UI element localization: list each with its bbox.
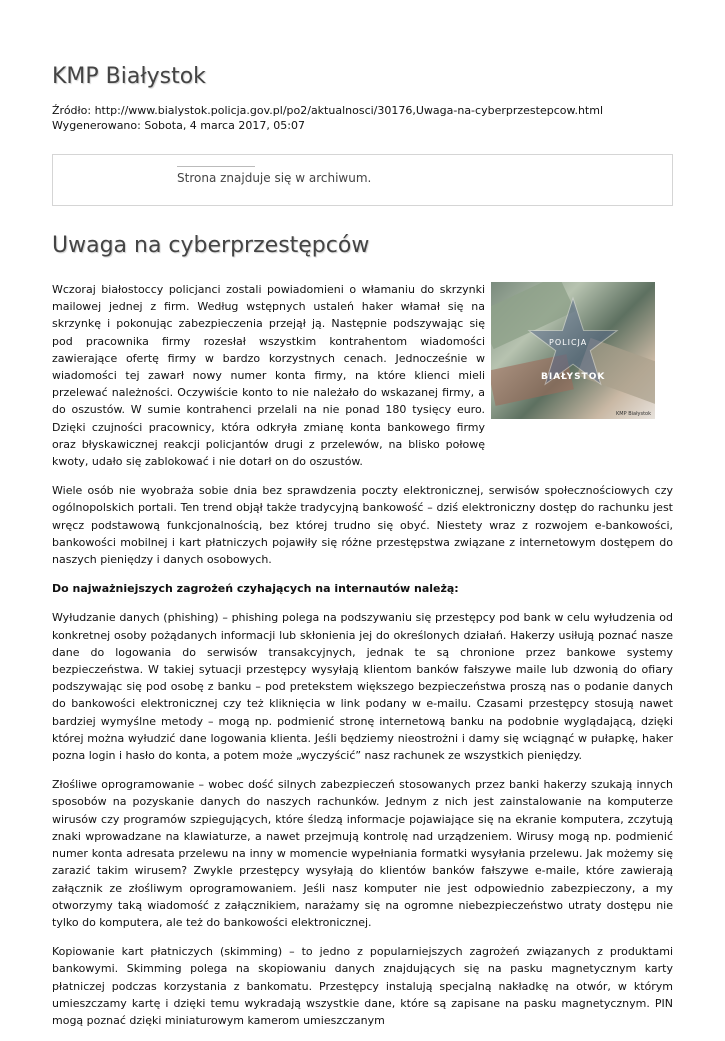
photo-label-top: POLICJA (549, 338, 588, 347)
article-title: Uwaga na cyberprzestępców (52, 233, 370, 258)
source-line: Źródło: http://www.bialystok.policja.gov.pl/po2/aktualnosci/30176,Uwaga-na-cyberprzestepcow.html (52, 104, 604, 117)
photo-label-bottom: BIAŁYSTOK (541, 372, 606, 382)
article-body (52, 281, 673, 1041)
photo-credit: KMP Białystok (616, 411, 651, 417)
section-heading: Do najważniejszych zagrożeń czyhających na internautów należą: (52, 582, 459, 596)
divider (177, 166, 255, 167)
generated-line: Wygenerowano: Sobota, 4 marca 2017, 05:07 (52, 119, 306, 132)
site-title: KMP Białystok (52, 64, 206, 89)
paragraph: Wiele osób nie wyobraża sobie dnia bez sprawdzenia poczty elektronicznej, serwisów społecznościowych czy ogólnopolskich portali. Ten trend objął także tradycyjną bankowość – dziś elektroniczny dostęp do rachunku jest wręcz podstawową funkcjonalnością, bez której trudno się obyć. Niestety wraz z rozwojem e-bankowości, bankowości mobilnej i kart płatniczych pojawiły się różne przestępstwa związane z internetowym dostępem do naszych pieniędzy i danych osobowych. (52, 484, 673, 567)
archive-notice: Strona znajduje się w archiwum. (177, 171, 372, 185)
paragraph: Złośliwe oprogramowanie – wobec dość silnych zabezpieczeń stosowanych przez banki hakerzy szukają innych sposobów na pozyskanie danych do naszych rachunków. Jednym z nich jest zainstalowanie na komputerze wirusów czy programów szpiegujących, które śledzą informacje pojawiające się na ekranie komputera, zczytują znaki wprowadzane na klawiaturze, a nawet przejmują kontrolę nad urządzeniem. Wirusy mogą np. podmienić numer konta adresata przelewu na inny w momencie wypełniania formatki wysyłania przelewu. Jak możemy się zarazić takim wirusem? Zwykle przestępcy wysyłają do klientów banków fałszywe e-maile, które zawierają załącznik ze złośliwym oprogramowaniem. Jeśli nasz komputer nie jest odpowiednio zabezpieczony, a my otworzymy taką wiadomość z załącznikiem, narażamy się na ogromne niebezpieczeństwo utraty dostępu nie tylko do komputera, ale też do bankowości elektronicznej. (52, 778, 673, 929)
document-meta (52, 103, 603, 133)
paragraph: Kopiowanie kart płatniczych (skimming) – to jedno z popularniejszych zagrożeń związanych z produktami bankowymi. Skimming polega na skopiowaniu danych znajdujących się na pasku magnetycznym karty płatniczej podczas korzystania z bankomatu. Przestępcy instalują specjalną nakładkę na otwór, w którym umieszczamy kartę i dzięki temu wykradają wszystkie dane, które są zapisane na pasku magnetycznym. PIN mogą poznać dzięki miniaturowym kamerom umieszczanym (52, 945, 673, 1027)
paragraph: Wczoraj białostoccy policjanci zostali powiadomieni o włamaniu do skrzynki mailowej jednej z firm. Według wstępnych ustaleń haker włamał się na skrzynkę i pokonując zabezpieczenia przejął ją. Następnie podszywając się pod pracownika firmy rozesłał wszystkim kontrahentom wiadomości zawierające ofertę firmy w bardzo korzystnych cenach. Jednocześnie w wiadomości tej zawarł nowy numer konta firmy, na które klienci mieli przelewać należności. Oczywiście konto to nie należało do wskazanej firmy, a do oszustów. W sumie kontrahenci przelali na nie ponad 180 tysięcy euro. Dzięki czujności pracownicy, która odkryła zmianę konta bankowego firmy oraz błyskawicznej reakcji policjantów drugi z przelewów, na blisko połowę kwoty, udało się zablokować i nie dotarł on do oszustów. (52, 283, 485, 469)
archive-notice-box (52, 154, 673, 206)
paragraph: Wyłudzanie danych (phishing) – phishing polega na podszywaniu się przestępcy pod bank w celu wyłudzenia od konkretnej osoby pożądanych informacji lub skłonienia jej do określonych działań. Hakerzy usiłują poznać nasze dane do logowania do serwisów transakcyjnych, jednak te są chronione przez bankowe systemy bezpieczeństwa. W takiej sytuacji przestępcy wysyłają klientom banków fałszywe maile lub dzwonią do ofiary podszywając się pod osobę z banku – pod pretekstem większego bezpieczeństwa proszą nas o podanie danych do bankowości elektronicznej czy też kliknięcia w link podany w e-mailu. Czasami przestępcy stosują nawet bardziej wymyślne metody – mogą np. podmienić stronę internetową banku na podobnie wyglądającą, dzięki której można wyłudzić dane logowania klienta. Jeśli będziemy nieostrożni i damy się wciągnąć w pułapkę, haker pozna login i hasło do konta, a potem może „wyczyścić” nasz rachunek ze wszystkich pieniędzy. (52, 611, 673, 763)
